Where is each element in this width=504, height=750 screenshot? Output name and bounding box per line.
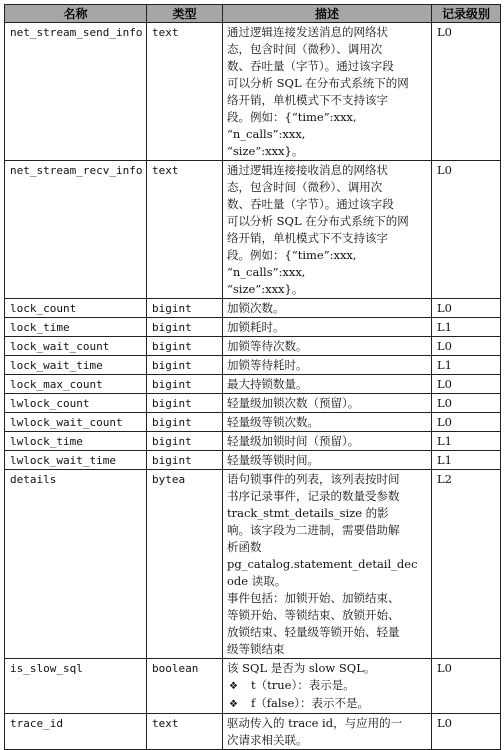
description-line: 书序记录事件，记录的数量受参数	[227, 489, 400, 503]
description-line: “size”:xxx}。	[227, 144, 304, 158]
record-level-cell: L0	[432, 659, 501, 714]
table-row	[5, 299, 501, 318]
field-name-cell: lwlock_count	[5, 394, 147, 413]
field-type-cell: bigint	[147, 394, 223, 413]
table-row	[5, 714, 501, 750]
table-body	[5, 23, 501, 750]
field-type-cell: bigint	[147, 299, 223, 318]
header-name: 名称	[5, 5, 147, 23]
record-level-cell: L2	[432, 470, 501, 659]
bullet-text: f（false）：表示不是。	[251, 696, 370, 710]
field-type-cell: bigint	[147, 318, 223, 337]
table-row	[5, 451, 501, 470]
field-type-cell: bigint	[147, 451, 223, 470]
field-description-cell	[223, 356, 432, 375]
field-name-cell: lock_max_count	[5, 375, 147, 394]
record-level-cell: L0	[432, 299, 501, 318]
record-level-cell: L0	[432, 394, 501, 413]
description-line: 数、吞吐量（字节）。通过该字段	[227, 59, 394, 73]
diamond-bullet-icon: ❖	[229, 699, 238, 710]
header-row	[5, 5, 501, 23]
description-line: “n_calls”:xxx,	[227, 127, 306, 141]
record-level-cell: L1	[432, 356, 501, 375]
field-type-cell: bigint	[147, 375, 223, 394]
field-description-cell	[223, 714, 432, 750]
table-row	[5, 413, 501, 432]
field-name-cell: trace_id	[5, 714, 147, 750]
description-line: 轻量级加锁时间（预留）。	[227, 434, 360, 448]
table-row	[5, 659, 501, 714]
description-line: 络开销，单机模式下不支持该字	[227, 231, 388, 245]
field-description-cell	[223, 23, 432, 161]
description-bullet	[227, 695, 427, 713]
field-description-cell	[223, 375, 432, 394]
description-line: 该 SQL 是否为 slow SQL。	[227, 661, 376, 675]
description-line: 轻量级加锁次数（预留）。	[227, 396, 360, 410]
table-row	[5, 23, 501, 161]
table-row	[5, 394, 501, 413]
record-level-cell: L0	[432, 161, 501, 299]
table-row	[5, 375, 501, 394]
description-line: 数、吞吐量（字节）。通过该字段	[227, 197, 394, 211]
field-description-cell	[223, 413, 432, 432]
field-name-cell: lock_wait_count	[5, 337, 147, 356]
description-line: 析函数	[227, 540, 262, 554]
description-line: 段。例如：{“time”:xxx,	[227, 110, 357, 124]
record-level-cell: L1	[432, 451, 501, 470]
description-line: track_stmt_details_size 的影	[227, 506, 389, 520]
field-type-cell: text	[147, 23, 223, 161]
table-row	[5, 356, 501, 375]
description-line: 可以分析 SQL 在分布式系统下的网	[227, 214, 409, 228]
description-line: pg_catalog.statement_detail_dec	[227, 557, 418, 571]
description-line: 最大持锁数量。	[227, 377, 308, 391]
field-name-cell: details	[5, 470, 147, 659]
field-description-cell	[223, 432, 432, 451]
description-line: 可以分析 SQL 在分布式系统下的网	[227, 76, 409, 90]
field-name-cell: lwlock_wait_time	[5, 451, 147, 470]
description-line: 次请求相关联。	[227, 733, 308, 747]
field-description-cell	[223, 451, 432, 470]
field-name-cell: is_slow_sql	[5, 659, 147, 714]
description-line: 通过逻辑连接发送消息的网络状	[227, 25, 388, 39]
field-description-cell	[223, 470, 432, 659]
field-type-cell: bigint	[147, 413, 223, 432]
field-type-cell: bigint	[147, 432, 223, 451]
header-description: 描述	[223, 5, 432, 23]
description-line: 加锁等待次数。	[227, 339, 308, 353]
bullet-text: t（true）：表示是。	[251, 678, 355, 692]
field-name-cell: lwlock_time	[5, 432, 147, 451]
field-name-cell: lock_wait_time	[5, 356, 147, 375]
description-line: 加锁等待耗时。	[227, 358, 308, 372]
record-level-cell: L0	[432, 714, 501, 750]
header-level: 记录级别	[432, 5, 501, 23]
record-level-cell: L0	[432, 337, 501, 356]
record-level-cell: L0	[432, 375, 501, 394]
description-line: 络开销，单机模式下不支持该字	[227, 93, 388, 107]
record-level-cell: L1	[432, 318, 501, 337]
description-line: 事件包括：加锁开始、加锁结束、	[227, 591, 400, 605]
field-type-cell: bigint	[147, 356, 223, 375]
table-row	[5, 432, 501, 451]
description-line: 级等锁结束	[227, 642, 285, 656]
field-name-cell: net_stream_recv_info	[5, 161, 147, 299]
description-line: “n_calls”:xxx,	[227, 265, 306, 279]
description-line: 轻量级等锁次数。	[227, 415, 319, 429]
field-description-cell	[223, 394, 432, 413]
description-line: 通过逻辑连接接收消息的网络状	[227, 163, 388, 177]
field-name-cell: lock_count	[5, 299, 147, 318]
description-bullet	[227, 677, 427, 695]
field-type-cell: bytea	[147, 470, 223, 659]
header-type: 类型	[147, 5, 223, 23]
record-level-cell: L1	[432, 432, 501, 451]
table-row	[5, 161, 501, 299]
description-line: 轻量级等锁时间。	[227, 453, 319, 467]
description-line: 加锁耗时。	[227, 320, 285, 334]
description-line: 放锁结束、轻量级等锁开始、轻量	[227, 625, 400, 639]
field-table	[4, 4, 501, 750]
field-type-cell: boolean	[147, 659, 223, 714]
table-row	[5, 470, 501, 659]
description-line: 等锁开始、等锁结束、放锁开始、	[227, 608, 400, 622]
table-row	[5, 337, 501, 356]
field-description-cell	[223, 337, 432, 356]
description-line: 语句锁事件的列表，该列表按时间	[227, 472, 400, 486]
record-level-cell: L0	[432, 23, 501, 161]
description-line: ode 读取。	[227, 574, 287, 588]
table-row	[5, 318, 501, 337]
field-description-cell	[223, 318, 432, 337]
description-line: 态，包含时间（微秒）、调用次	[227, 42, 383, 56]
field-type-cell: text	[147, 161, 223, 299]
field-description-cell	[223, 299, 432, 318]
description-line: 态，包含时间（微秒）、调用次	[227, 180, 383, 194]
field-name-cell: lwlock_wait_count	[5, 413, 147, 432]
field-type-cell: text	[147, 714, 223, 750]
diamond-bullet-icon: ❖	[229, 681, 238, 692]
description-line: “size”:xxx}。	[227, 282, 304, 296]
field-type-cell: bigint	[147, 337, 223, 356]
field-description-cell	[223, 161, 432, 299]
description-line: 加锁次数。	[227, 301, 285, 315]
description-line: 段。例如：{“time”:xxx,	[227, 248, 357, 262]
field-description-cell	[223, 659, 432, 714]
field-name-cell: lock_time	[5, 318, 147, 337]
field-name-cell: net_stream_send_info	[5, 23, 147, 161]
description-line: 响。该字段为二进制，需要借助解	[227, 523, 400, 537]
record-level-cell: L0	[432, 413, 501, 432]
description-line: 驱动传入的 trace id，与应用的一	[227, 716, 403, 730]
